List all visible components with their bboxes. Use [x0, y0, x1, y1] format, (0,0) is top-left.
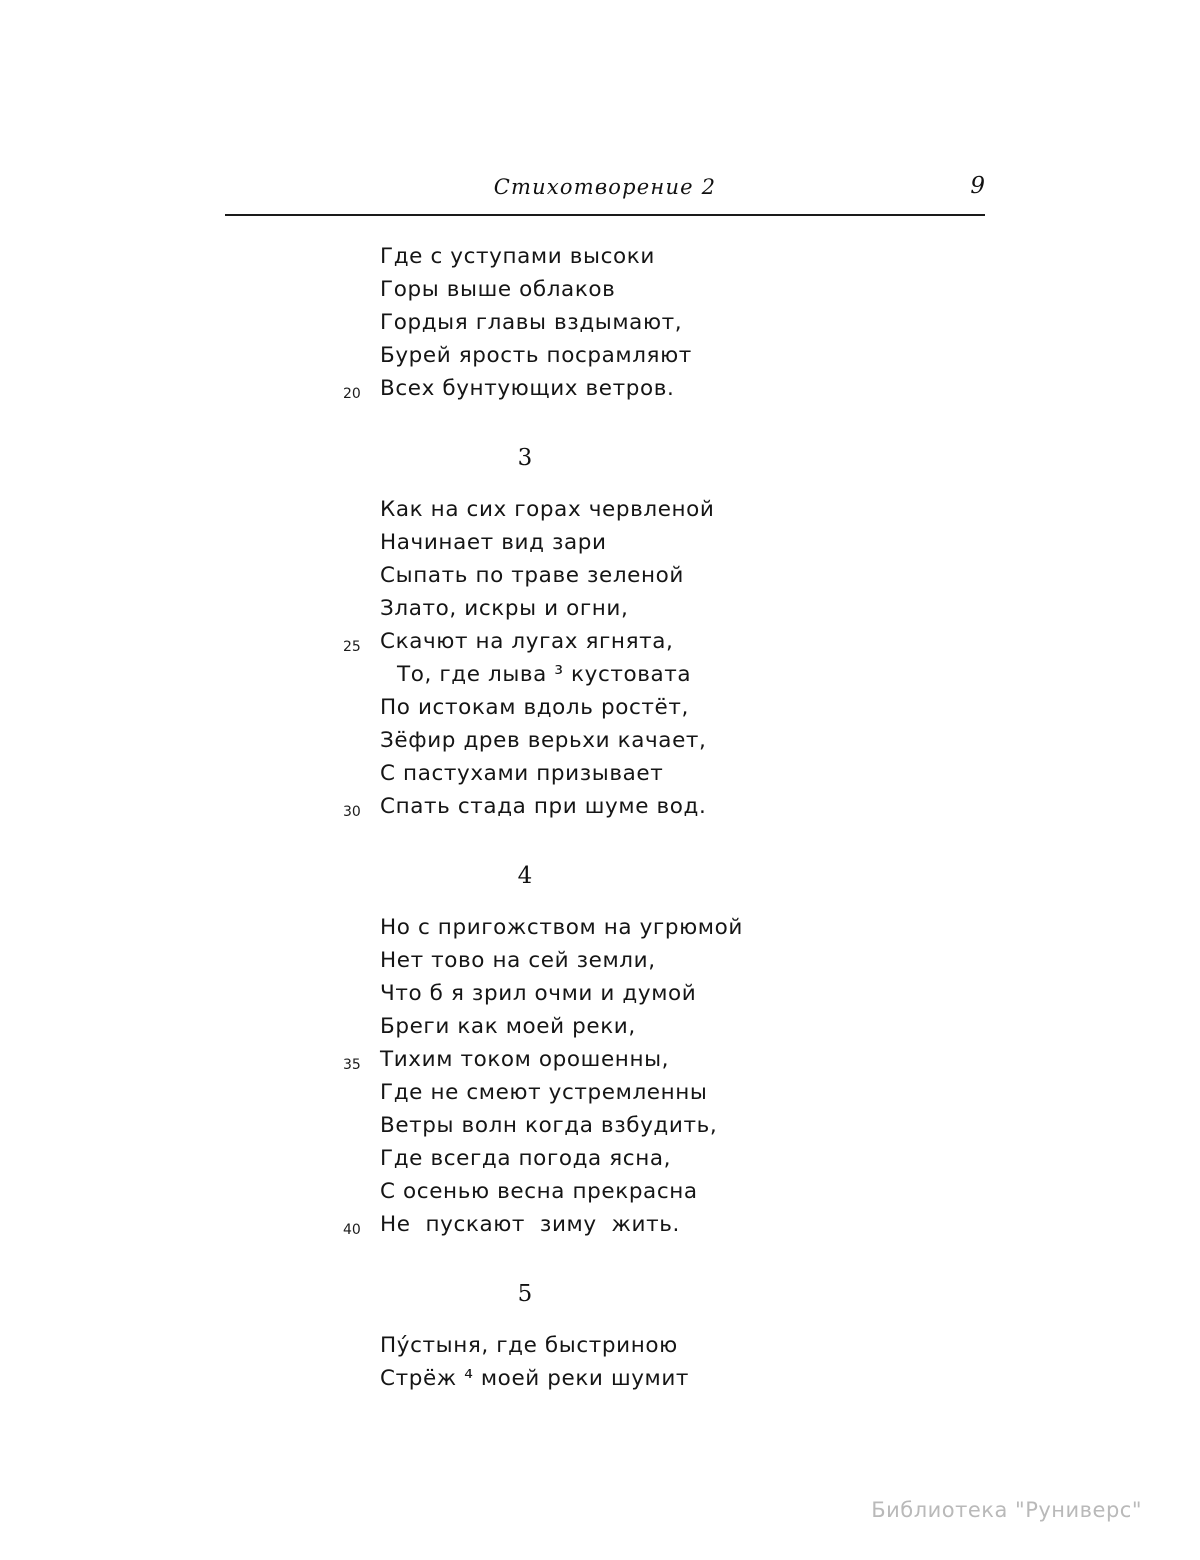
verse-line-number: 35 — [343, 1057, 361, 1073]
verse-line-text: По истокам вдоль ростёт, — [380, 695, 689, 720]
verse-line-text: Стрёж ⁴ моей реки шумит — [380, 1366, 690, 1391]
stanza-number: 3 — [517, 445, 533, 471]
library-watermark: Библиотека "Руниверс" — [871, 1498, 1142, 1522]
verse-line-number: 25 — [343, 639, 361, 655]
stanza — [225, 445, 985, 823]
verse-line-text: Всех бунтующих ветров. — [380, 376, 675, 401]
verse-line-text: Скачют на лугах ягнята, — [380, 629, 674, 654]
stanza-number: 4 — [517, 863, 533, 889]
verse-line-text: Начинает вид зари — [380, 530, 607, 555]
header-divider — [225, 214, 985, 216]
stanza — [225, 863, 985, 1241]
verse-line — [225, 526, 985, 559]
poem-body — [225, 240, 985, 1409]
verse-line — [225, 1175, 985, 1208]
verse-line — [225, 592, 985, 625]
verse-line — [225, 1142, 985, 1175]
page-number: 9 — [970, 173, 985, 199]
stanza — [225, 240, 985, 405]
verse-line — [225, 1043, 985, 1076]
verse-line-text: Бреги как моей реки, — [380, 1014, 636, 1039]
running-head — [225, 175, 985, 219]
verse-line-text: Нет тово на сей земли, — [380, 948, 656, 973]
verse-line-text: Сыпать по траве зеленой — [380, 563, 684, 588]
running-head-title: Стихотворение 2 — [493, 175, 717, 199]
verse-line — [225, 944, 985, 977]
verse-line-text: Гордыя главы вздымают, — [380, 310, 683, 335]
stanza-gap — [225, 1395, 985, 1409]
verse-line-number: 40 — [343, 1222, 361, 1238]
verse-line-text: Не пускают зиму жить. — [380, 1212, 680, 1237]
verse-line — [225, 1076, 985, 1109]
verse-line-text: Как на сих горах червленой — [380, 497, 715, 522]
verse-line — [225, 493, 985, 526]
verse-line-text: Где не смеют устремленны — [380, 1080, 708, 1105]
verse-line-text: То, где лыва ³ кустовата — [397, 662, 692, 687]
verse-line — [225, 559, 985, 592]
verse-line — [225, 339, 985, 372]
verse-line — [225, 372, 985, 405]
verse-line — [225, 790, 985, 823]
verse-line-text: Где всегда погода ясна, — [380, 1146, 672, 1171]
verse-line — [225, 724, 985, 757]
verse-line — [225, 273, 985, 306]
verse-line-text: Пу́стыня, где быстриною — [380, 1333, 678, 1358]
verse-line — [225, 306, 985, 339]
verse-line — [225, 240, 985, 273]
verse-line — [225, 757, 985, 790]
stanza-gap — [225, 1241, 985, 1255]
verse-line — [225, 1329, 985, 1362]
verse-line-text: Где с уступами высоки — [380, 244, 655, 269]
verse-line — [225, 1208, 985, 1241]
verse-line-number: 30 — [343, 804, 361, 820]
verse-line-text: С осенью весна прекрасна — [380, 1179, 698, 1204]
verse-line — [225, 911, 985, 944]
verse-line-text: Ветры волн когда взбудить, — [380, 1113, 718, 1138]
stanza-gap — [225, 823, 985, 837]
verse-line-text: Зёфир древ верьхи качает, — [380, 728, 707, 753]
stanza — [225, 1281, 985, 1395]
verse-line — [225, 691, 985, 724]
verse-line — [225, 1010, 985, 1043]
verse-line-text: Бурей ярость посрамляют — [380, 343, 692, 368]
verse-line-text: Спать стада при шуме вод. — [380, 794, 707, 819]
verse-line — [225, 1109, 985, 1142]
verse-line-text: Что б я зрил очми и думой — [380, 981, 697, 1006]
verse-line-text: Но с пригожством на угрюмой — [380, 915, 743, 940]
stanza-number: 5 — [517, 1281, 533, 1307]
verse-line-text: С пастухами призывает — [380, 761, 664, 786]
verse-line-number: 20 — [343, 386, 361, 402]
verse-line — [225, 1362, 985, 1395]
verse-line-text: Горы выше облаков — [380, 277, 616, 302]
verse-line — [225, 977, 985, 1010]
verse-line — [225, 658, 985, 691]
stanza-gap — [225, 405, 985, 419]
verse-line-text: Злато, искры и огни, — [380, 596, 629, 621]
verse-line-text: Тихим током орошенны, — [380, 1047, 670, 1072]
verse-line — [225, 625, 985, 658]
